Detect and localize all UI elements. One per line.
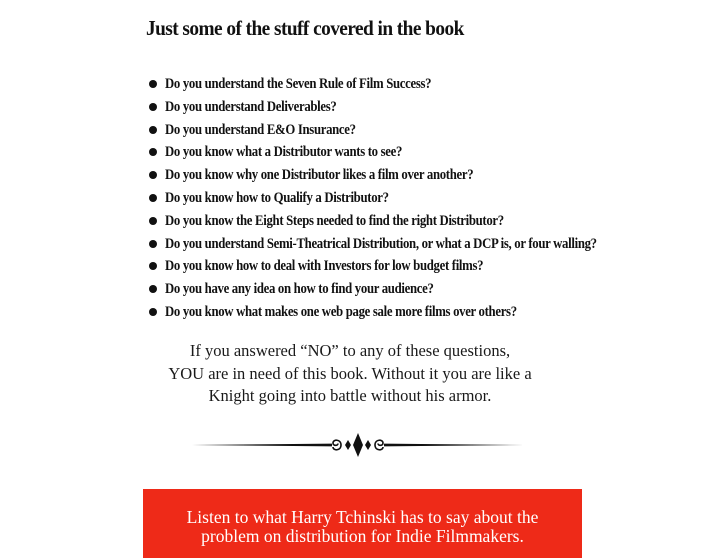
question-text: Do you know what makes one web page sale more films over others?: [165, 303, 517, 320]
callout-line: If you answered “NO” to any of these questions,: [189, 341, 511, 360]
question-text: Do you know the Eight Steps needed to find the right Distributor?: [165, 212, 504, 229]
bullet-icon: [149, 240, 157, 248]
bullet-icon: [149, 217, 157, 225]
banner-line: Listen to what Harry Tchinski has to say about the: [186, 507, 539, 527]
question-text: Do you understand E&O Insurance?: [165, 121, 356, 138]
list-item: [146, 233, 645, 256]
list-item: [146, 164, 645, 187]
callout-paragraph: [140, 340, 560, 408]
list-item: [146, 119, 645, 142]
bullet-icon: [149, 126, 157, 134]
bullet-icon: [149, 262, 157, 270]
bullet-icon: [149, 80, 157, 88]
question-text: Do you know how to deal with Investors for low budget films?: [165, 258, 484, 275]
ornamental-flourish-icon: [192, 431, 524, 459]
question-text: Do you know why one Distributor likes a film over another?: [165, 167, 474, 184]
callout-line: Knight going into battle without his armor.: [208, 386, 492, 405]
list-item: [146, 187, 645, 210]
banner-text: [143, 508, 582, 546]
question-text: Do you understand Deliverables?: [165, 98, 337, 115]
video-promo-banner[interactable]: [143, 489, 582, 558]
question-text: Do you know how to Qualify a Distributor?: [165, 189, 389, 206]
question-text: Do you know what a Distributor wants to see?: [165, 144, 403, 161]
bullet-icon: [149, 285, 157, 293]
question-text: Do you understand Semi-Theatrical Distribution, or what a DCP is, or four walling?: [165, 235, 597, 252]
section-heading: Just some of the stuff covered in the book: [146, 16, 464, 40]
bullet-icon: [149, 171, 157, 179]
list-item: [146, 278, 645, 301]
list-item: [146, 255, 645, 278]
callout-line: YOU are in need of this book. Without it you are like a: [168, 363, 532, 383]
banner-line: problem on distribution for Indie Filmmakers.: [201, 526, 524, 546]
bullet-icon: [149, 194, 157, 202]
list-item: [146, 141, 645, 164]
question-text: Do you understand the Seven Rule of Film Success?: [165, 76, 432, 92]
list-item: [146, 301, 645, 324]
bullet-icon: [149, 308, 157, 316]
bullet-icon: [149, 103, 157, 111]
list-item: [146, 210, 645, 233]
question-text: Do you have any idea on how to find your audience?: [165, 281, 434, 298]
question-list: [146, 73, 645, 324]
list-item: [146, 96, 645, 119]
list-item: [146, 73, 645, 96]
bullet-icon: [149, 148, 157, 156]
